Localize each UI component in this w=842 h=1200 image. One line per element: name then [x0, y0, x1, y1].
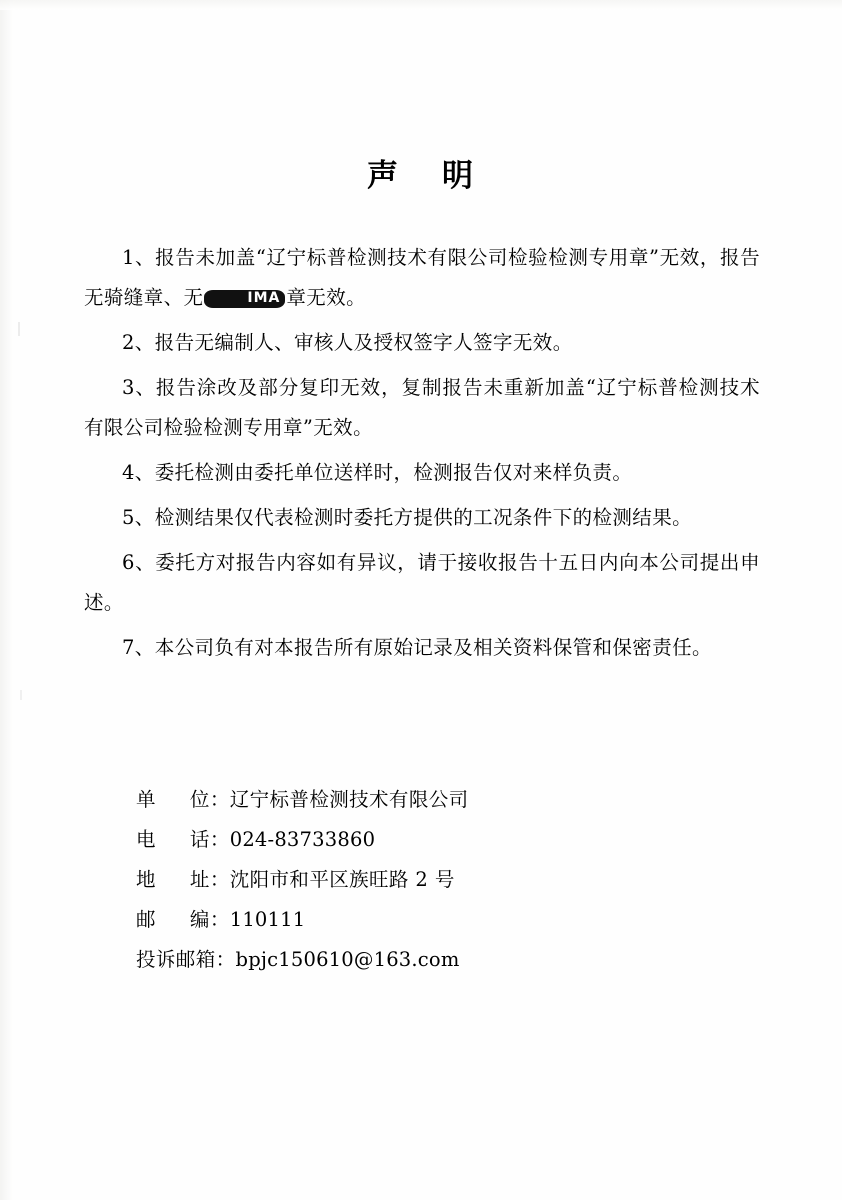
scan-speck	[20, 690, 22, 700]
page-title-char-1: 声	[367, 158, 400, 194]
contact-value-phone: 024-83733860	[229, 828, 376, 851]
contact-label-company-a: 单	[136, 788, 156, 811]
contact-value-address: 沈阳市和平区族旺路 2 号	[229, 868, 455, 891]
statement-clause-list	[84, 238, 760, 673]
contact-block	[136, 780, 736, 980]
scan-speck	[18, 322, 20, 336]
contact-row-address	[136, 860, 736, 900]
contact-label-address	[136, 860, 210, 900]
contact-separator: ：	[209, 868, 230, 891]
contact-row-postcode	[136, 900, 736, 940]
contact-separator: ：	[209, 788, 230, 811]
contact-row-company	[136, 780, 736, 820]
contact-row-phone	[136, 820, 736, 860]
statement-clause-3: 3、报告涂改及部分复印无效，复制报告未重新加盖“辽宁标普检测技术有限公司检验检测专用章”无效。	[84, 376, 760, 439]
page-title	[0, 150, 842, 195]
clause-1-text-a: 1、报告未加盖“辽宁标普检测技术有限公司检验检测专用章”无效，报告无骑缝章、无	[84, 246, 760, 309]
contact-label-postcode-a: 邮	[136, 908, 156, 931]
contact-value-company: 辽宁标普检测技术有限公司	[229, 788, 469, 811]
contact-separator: ：	[209, 828, 230, 851]
page-title-char-2: 明	[442, 158, 475, 194]
statement-clause-4: 4、委托检测由委托单位送样时，检测报告仅对来样负责。	[122, 461, 633, 484]
contact-label-phone	[136, 820, 210, 860]
contact-separator: ：	[215, 948, 236, 971]
contact-label-postcode	[136, 900, 210, 940]
contact-value-postcode: 110111	[229, 908, 306, 931]
scan-edge-top	[0, 0, 842, 10]
cma-mark-icon: IMA	[204, 290, 285, 308]
contact-label-phone-a: 电	[136, 828, 156, 851]
clause-1-text-b: 章无效。	[286, 286, 366, 309]
contact-label-phone-b: 话	[189, 828, 210, 851]
contact-label-address-b: 址	[189, 868, 210, 891]
statement-clause-2: 2、报告无编制人、审核人及授权签字人签字无效。	[122, 331, 573, 354]
contact-separator: ：	[209, 908, 230, 931]
contact-value-complaint-email: bpjc150610@163.com	[235, 948, 460, 971]
contact-label-company-b: 位	[189, 788, 210, 811]
statement-clause-5: 5、检测结果仅代表检测时委托方提供的工况条件下的检测结果。	[122, 506, 693, 529]
contact-label-company	[136, 780, 210, 820]
contact-row-complaint-email	[136, 940, 736, 980]
statement-clause-7: 7、本公司负有对本报告所有原始记录及相关资料保管和保密责任。	[122, 636, 712, 659]
contact-label-address-a: 地	[136, 868, 156, 891]
contact-label-complaint-email: 投诉邮箱	[136, 948, 216, 971]
statement-clause-6: 6、委托方对报告内容如有异议，请于接收报告十五日内向本公司提出申述。	[84, 551, 760, 614]
statement-clause-1	[84, 238, 760, 318]
contact-label-postcode-b: 编	[189, 908, 210, 931]
